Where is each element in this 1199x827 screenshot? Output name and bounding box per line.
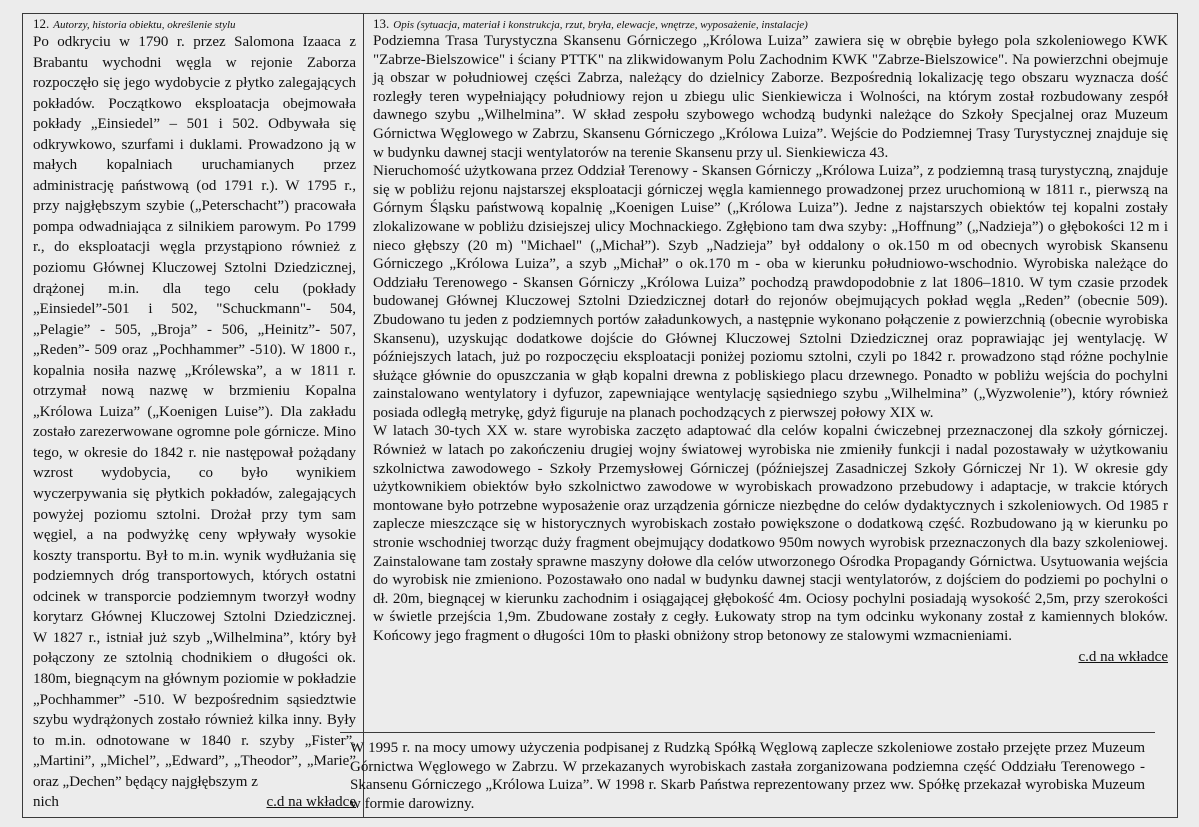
section-12-title: Autorzy, historia obiektu, określenie stylu xyxy=(53,19,236,31)
column-divider xyxy=(363,14,364,817)
section-12-text: Po odkryciu w 1790 r. przez Salomona Izaaca z Brabantu wychodni węgla w rejonie Zaborza rozpoczęło się jego wydobycie z płytko zalegających pokładów. Początkowo eksploatacja obejmowała pokłady „Einsiedel” – 501 i 502. Odbywała się odkrywkowo, szurfami i duklami. Prowadzono ją w małych kopalniach uruchamianych przez administrację państwową (od 1791 r.). W 1795 r., przy najgłębszym szybie („Peterschacht”) pracowała pompa odwadniająca z silnikiem parowym. Po 1799 r., do eksploatacji węgla przystąpiono również z poziomu Głównej Kluczowej Sztolni Dziedzicznej, drążonej m.in. dla tego celu (pokłady „Einsiedel”-501 i 502, "Schuckmann"- 504, „Pelagie” - 505, „Broja” - 506, „Heinitz”- 507, „Reden”- 509 oraz „Pochhammer” -510). W 1800 r., kopalnia nosiła nazwę „Królewska”, a w 1811 r. otrzymał nową nazwę w brzmieniu Kopalna „Królowa Luiza” („Koenigen Luise”). Dla zakładu zostało zarezerwowane ogromne pole górnicze. Mino tego, w okresie do 1842 r. nie następował pożądany wzrost wydobycia, co było wynikiem wyczerpywania się płytkich pokładów, zalegających powyżej poziomu sztolni. Drożał przy tym sam węgiel, a na podwyżkę ceny wpływały wysokie koszty transportu. Był to m.in. wynik wydłużania się podziemnych dróg transportowych, których ostatni odcinek w transporcie podziemnym tworzył wodny korytarz Głównej Kluczowej Sztolni Dziedzicznej. W 1827 r., istniał już szyb „Wilhelmina”, który był połączony ze sztolnią chodnikiem o długości ok. 180m, biegnącym na głównym poziomie w pokładzie „Pochhammer” -510. W bezpośrednim sąsiedztwie szybu wydrążonych zostało również kilka inny. Były to m.in. odnotowane w 1840 r. szyby „Fister”, „Martini”, „Michel”, „Edward”, „Theodor”, „Marie” oraz „Dechen” będący najgłębszym z xyxy=(33,34,356,790)
section-12-last-word: nich xyxy=(33,794,59,811)
section-13-continuation-line xyxy=(373,648,1168,666)
form-frame xyxy=(22,13,1178,818)
section-13-paragraph: Nieruchomość użytkowana przez Oddział Terenowy - Skansen Górniczy „Królowa Luiza”, z podziemną trasą turystyczną, znajduje się w pobliżu rejonu najstarszej eksploatacji górniczej węgla kamiennego prowadzonej przez uruchomioną w 1811 r., pierwszą na Górnym Śląsku państwową kopalnię „Koenigen Luise” („Królowa Luiza”). Jedne z najstarszych obiektów tej kopalni zostały zlokalizowane w pobliżu dzisiejszej ulicy Mochnackiego. Zgłębiono tam dwa szyby: „Hoffnung” („Nadzieja”) o głębokości 12 m i nieco głębszy (20 m) "Michael" („Michał”). Szyb „Nadzieja” był oddalony o ok.150 m od obecnych wyrobisk Skansenu Górniczego „Królowa Luiza”, a szyb „Michał” o ok.170 m - oba w kierunku południowo-wschodnio. Wyrobiska należące do Oddziału Terenowego - Skansen Górniczy „Królowa Luiza” pochodzą prawdopodobnie z lat 1806–1810. W tym czasie przodek budowanej Głównej Kluczowej Sztolni Dziedzicznej dotarł do rejonów obejmujących pokład węgla „Reden” (obecnie 509). Zbudowano tu jeden z podziemnych portów załadunkowych, a następnie wykonano połączenie z powierzchnią (obecnie wyrobiska Skansenu), uzyskując dodatkowe dojście do Głównej Kluczowej Sztolni Dziedzicznej oraz poprawiając jej wentylację. W późniejszych latach, już po rozpoczęciu eksploatacji poniżej poziomu sztolni, czyli po 1842 r. prowadzono stąd różne pochylnie służące głównie do opuszczania w głąb kopalni drewna z pobliskiego placu drzewnego. Ponadto w pobliżu wejścia do pochylni zainstalowano wentylatory i dyfuzor, zapewniające wentylację sąsiedniego szybu „Wilhelmina” („Wyzwolenie”), który również posiada odległą metrykę, gdyż figuruje na planach pochodzących z pierwszej połowy XIX w. xyxy=(373,163,1168,421)
section-13-paragraph: Podziemna Trasa Turystyczna Skansenu Górniczego „Królowa Luiza” zawiera się w obrębie byłego pola szkoleniowego KWK "Zabrze-Bielszowice" i ściany PTTK" na zlikwidowanym Polu Zachodnim KWK "Zabrze-Bielszowice". Na powierzchni obejmuje ją obszar w południowej części Zabrza, należący do dzielnicy Zaborze. Bezpośrednią lokalizację tego obszaru wyznacza dość rozległy teren wypełniający południowy rejon u zbiegu ulic Sienkiewicza i Wolności, na którym został rozbudowany zespół dawnego szybu „Wilhelmina”. W skład zespołu szybowego wchodzą budynki należące do Szkoły Specjalnej oraz Muzeum Górnictwa Węglowego w Zabrzu, Skansenu Górniczego „Królowa Luiza”. Wejście do Podziemnej Trasy Turystycznej znajduje się w budynku dawnej stacji wentylatorów na terenie Skansenu przy ul. Sienkiewicza 43. xyxy=(373,33,1168,161)
section-13-body xyxy=(373,32,1168,666)
section-13-header xyxy=(373,16,1168,32)
section-12-body xyxy=(33,32,356,813)
section-12-last-line xyxy=(33,792,356,813)
section-separator xyxy=(340,732,1155,733)
section-12-continuation-note: c.d na wkładce xyxy=(266,794,356,811)
section-12-number: 12. xyxy=(33,16,50,31)
section-13 xyxy=(373,16,1168,666)
section-13-number: 13. xyxy=(373,16,390,31)
section-12-header xyxy=(33,16,356,32)
section-13-continuation-note: c.d na wkładce xyxy=(1078,648,1168,665)
section-13-bottom-paragraph: W 1995 r. na mocy umowy użyczenia podpisanej z Rudzką Spółką Węglową zaplecze szkoleniowe zostało przejęte przez Muzeum Górnictwa Węglowego w Zabrzu. W przekazanych wyrobiskach zastała zorganizowana podziemna część Oddziału Terenowego - Skansenu Górniczego „Królowa Luiza”. W 1998 r. Skarb Państwa reprezentowany przez ww. Spółkę przekazał wyrobiska Muzeum w formie darowizny. xyxy=(350,740,1145,812)
section-13-paragraph: W latach 30-tych XX w. stare wyrobiska zaczęto adaptować dla celów kopalni ćwiczebnej przeznaczonej dla szkoły górniczej. Również w latach po zakończeniu drugiej wojny światowej wyrobiska nie zmieniły funkcji i nadal pozostawały w użytkowaniu szkolnictwa zawodowego - Szkoły Przemysłowej Górniczej (późniejszej Zasadniczej Szkoły Górniczej Nr 1). W okresie gdy użytkownikiem obiektów było szkolnictwo zawodowe w wyrobiskach prowadzono przebudowy i adaptacje, w trakcie których montowane było potrzebne wyposażenie oraz urządzenia górnicze niezbędne do celów dydaktycznych i szkoleniowych. Od 1985 r zaplecze mieszczące się w historycznych wyrobiskach zostało powiększone o dodatkową część. Rozbudowano ją w kierunku po stronie wschodniej tworząc duży fragment obejmujący dodatkowo 950m nowych wyrobisk przeznaczonych dla bazy szkoleniowej. Zainstalowane tam zostały sprawne maszyny dołowe dla celów utworzonego Ośrodka Propagandy Górnictwa. Usytuowania wejścia do wyrobisk nie zmieniono. Pozostawało ono nadal w budynku dawnej stacji wentylatorów, z dojściem do podziemi po pochylni o dł. 20m, biegnącej w kierunku zachodnim i osiągającej głębokość 4m. Ociosy pochylni posiadają wysokość 2,5m, przy szerokości w świetle przejścia 1,9m. Zbudowane zostały z cegły. Łukowaty strop na tym odcinku wykonany został z kamiennych bloków. Końcowy jego fragment o długości 10m to płaski obniżony strop betonowy ze stalowymi wzmacnieniami. xyxy=(373,423,1168,644)
section-13-title: Opis (sytuacja, materiał i konstrukcja, rzut, bryła, elewacje, wnętrze, wyposażenie, instalacje) xyxy=(393,19,808,31)
section-12 xyxy=(33,16,356,813)
